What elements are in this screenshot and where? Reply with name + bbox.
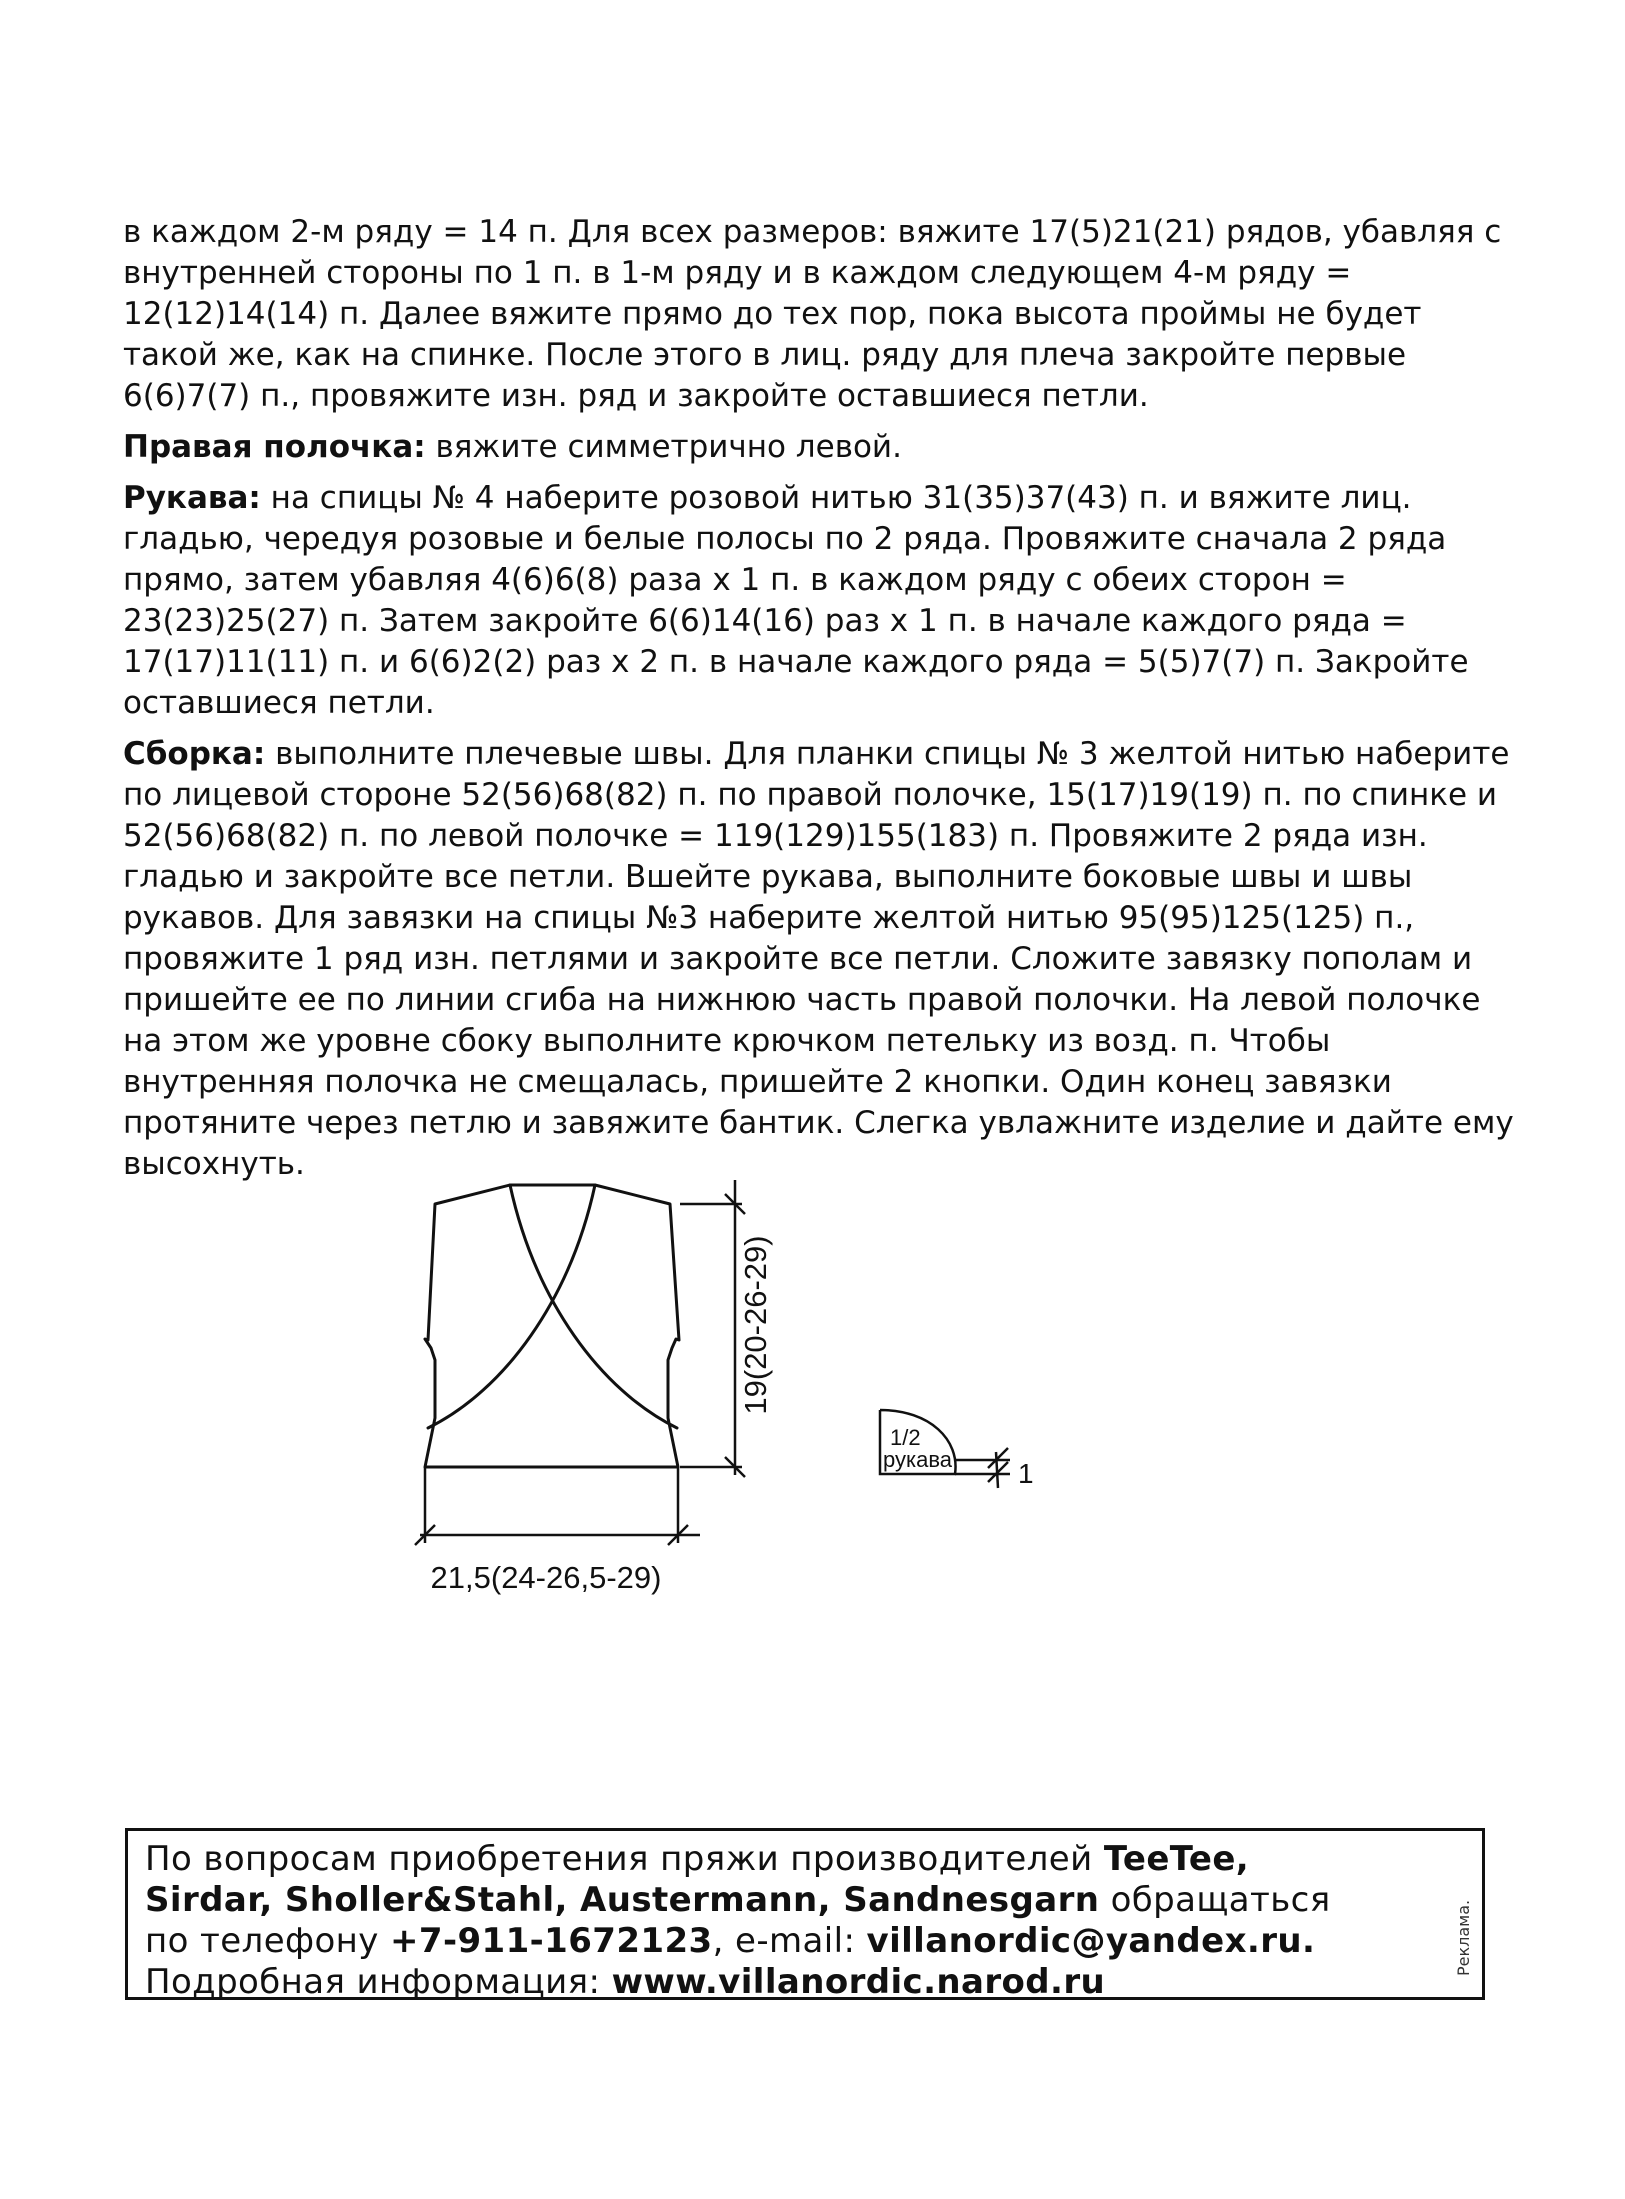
paragraph-sleeves-text: на спицы № 4 наберите розовой нитью 31(35)37(43) п. и вяжите лиц. гладью, чередуя розовые и белые полосы по 2 ряда. Провяжите сначала 2 ряда прямо, затем убавляя 4(6)6(8) раза х 1 п. в каждом ряду с обеих сторон = 23(23)25(27) п. Затем закройте 6(6)14(16) раз х 1 п. в начале каждого ряда = 17(17)11(11) п. и 6(6)2(2) раз х 2 п. в начале каждого ряда = 5(5)7(7) п. Закройте оставшиеся петли.	[123, 480, 1469, 721]
heading-right-front: Правая полочка:	[123, 429, 426, 465]
vest-outline	[425, 1185, 679, 1467]
advertisement-text	[145, 1839, 1435, 2003]
heading-assembly: Сборка:	[123, 736, 266, 772]
sleeve-label-fraction: 1/2	[890, 1425, 921, 1450]
paragraph-left-front-text: в каждом 2-м ряду = 14 п. Для всех размеров: вяжите 17(5)21(21) рядов, убавляя с внутренней стороны по 1 п. в 1-м ряду и в каждом следующем 4-м ряду = 12(12)14(14) п. Далее вяжите прямо до тех пор, пока высота проймы не будет такой же, как на спинке. После этого в лиц. ряду для плеча закройте первые 6(6)7(7) п., провяжите изн. ряд и закройте оставшиеся петли.	[123, 214, 1502, 414]
sleeve-dimension-label: 1	[1018, 1458, 1034, 1489]
email-link[interactable]: villanordic@yandex.ru.	[866, 1921, 1316, 1961]
paragraph-assembly	[123, 734, 1518, 1185]
paragraph-left-front	[123, 212, 1518, 417]
ad-line-2: Sirdar, Sholler&Stahl, Austermann, Sandnesgarn обращаться	[145, 1880, 1331, 1920]
instructions-text	[123, 212, 1518, 1195]
advertisement-box	[125, 1828, 1485, 2000]
ad-line-3: по телефону +7-911-1672123, e-mail: villanordic@yandex.ru.	[145, 1921, 1316, 1961]
paragraph-right-front	[123, 427, 1518, 468]
paragraph-sleeves	[123, 478, 1518, 724]
paragraph-right-front-text: вяжите симметрично левой.	[425, 429, 902, 465]
height-label: 19(20-26-29)	[738, 1235, 773, 1415]
sleeve-label-word: рукава	[883, 1447, 953, 1472]
ad-line-4: Подробная информация: www.villanordic.narod.ru	[145, 1962, 1106, 2002]
ad-line-1: По вопросам приобретения пряжи производителей TeeTee,	[145, 1839, 1250, 1879]
right-front-curve	[428, 1185, 595, 1428]
width-label: 21,5(24-26,5-29)	[430, 1560, 662, 1595]
left-front-curve	[510, 1185, 677, 1428]
pattern-diagram	[380, 1140, 1080, 1630]
website-link[interactable]: www.villanordic.narod.ru	[611, 1962, 1106, 2002]
heading-sleeves: Рукава:	[123, 480, 261, 516]
advertisement-marker: Реклама.	[1454, 1899, 1473, 1976]
paragraph-assembly-text: выполните плечевые швы. Для планки спицы № 3 желтой нитью наберите по лицевой стороне 52(56)68(82) п. по правой полочке, 15(17)19(19) п. по спинке и 52(56)68(82) п. по левой полочке = 119(129)155(183) п. Провяжите 2 ряда изн. гладью и закройте все петли. Вшейте рукава, выполните боковые швы и швы рукавов. Для завязки на спицы №3 наберите желтой нитью 95(95)125(125) п., провяжите 1 ряд изн. петлями и закройте все петли. Сложите завязку пополам и пришейте ее по линии сгиба на нижнюю часть правой полочки. На левой полочке на этом же уровне сбоку выполните крючком петельку из возд. п. Чтобы внутренняя полочка не смещалась, пришейте 2 кнопки. Один конец завязки протяните через петлю и завяжите бантик. Слегка увлажните изделие и дайте ему высохнуть.	[123, 736, 1514, 1182]
